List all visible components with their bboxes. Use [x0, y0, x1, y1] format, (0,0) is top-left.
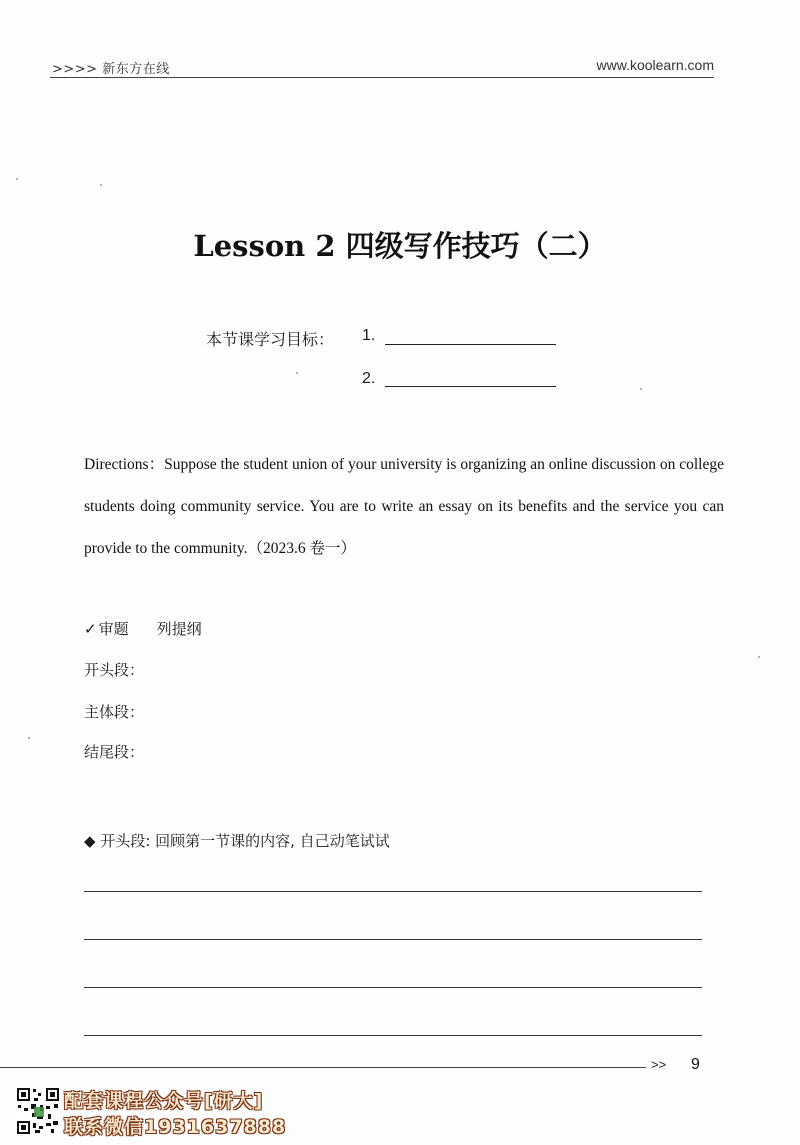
writing-line — [84, 1035, 702, 1036]
footer-divider — [0, 1067, 646, 1068]
outline-closing-paragraph: 结尾段： — [84, 743, 145, 761]
scan-speck — [758, 656, 760, 658]
writing-line — [84, 891, 702, 892]
outline-body-paragraph: 主体段： — [84, 703, 145, 721]
header-brand: >>>> 新东方在线 — [52, 62, 170, 77]
opening-practice-text: 开头段: 回顾第一节课的内容, 自己动笔试试 — [100, 832, 390, 850]
lesson-title: Lesson 2 四级写作技巧（二） — [193, 229, 607, 263]
scan-speck — [100, 184, 102, 186]
goal-2-blank-line — [385, 386, 556, 387]
watermark-line-2: 联系微信1931637888 — [64, 1116, 287, 1138]
scan-speck — [28, 737, 30, 739]
outline-heading — [84, 618, 202, 639]
page-number: 9 — [691, 1056, 700, 1073]
writing-line — [84, 939, 702, 940]
scan-speck — [296, 372, 298, 374]
analyze-topic-heading: 审题 — [98, 620, 129, 638]
footer-arrow: >> — [651, 1057, 667, 1072]
watermark-line-1: 配套课程公众号[研大] — [64, 1090, 264, 1112]
goal-1-number: 1. — [362, 327, 376, 344]
writing-directions: Directions：Suppose the student union of your university is organizing an online discussion on college students doing community service. You are to write an essay on its benefits and the service you can provide to the community.（2023.6 卷一） — [84, 456, 724, 557]
opening-practice-heading — [84, 830, 390, 851]
scan-speck — [640, 388, 642, 390]
outline-opening-paragraph: 开头段： — [84, 661, 145, 679]
qr-code-icon — [16, 1087, 60, 1135]
header-divider — [50, 77, 714, 78]
writing-line — [84, 987, 702, 988]
goal-2-number: 2. — [362, 370, 376, 387]
header-website: www.koolearn.com — [596, 57, 714, 73]
learning-goals-label: 本节课学习目标： — [206, 330, 335, 349]
make-outline-heading: 列提纲 — [156, 620, 202, 638]
diamond-bullet-icon: ◆ — [84, 832, 96, 850]
goal-1-blank-line — [385, 344, 556, 345]
checkmark-icon: ✓ — [84, 620, 97, 638]
scan-speck — [16, 178, 18, 180]
